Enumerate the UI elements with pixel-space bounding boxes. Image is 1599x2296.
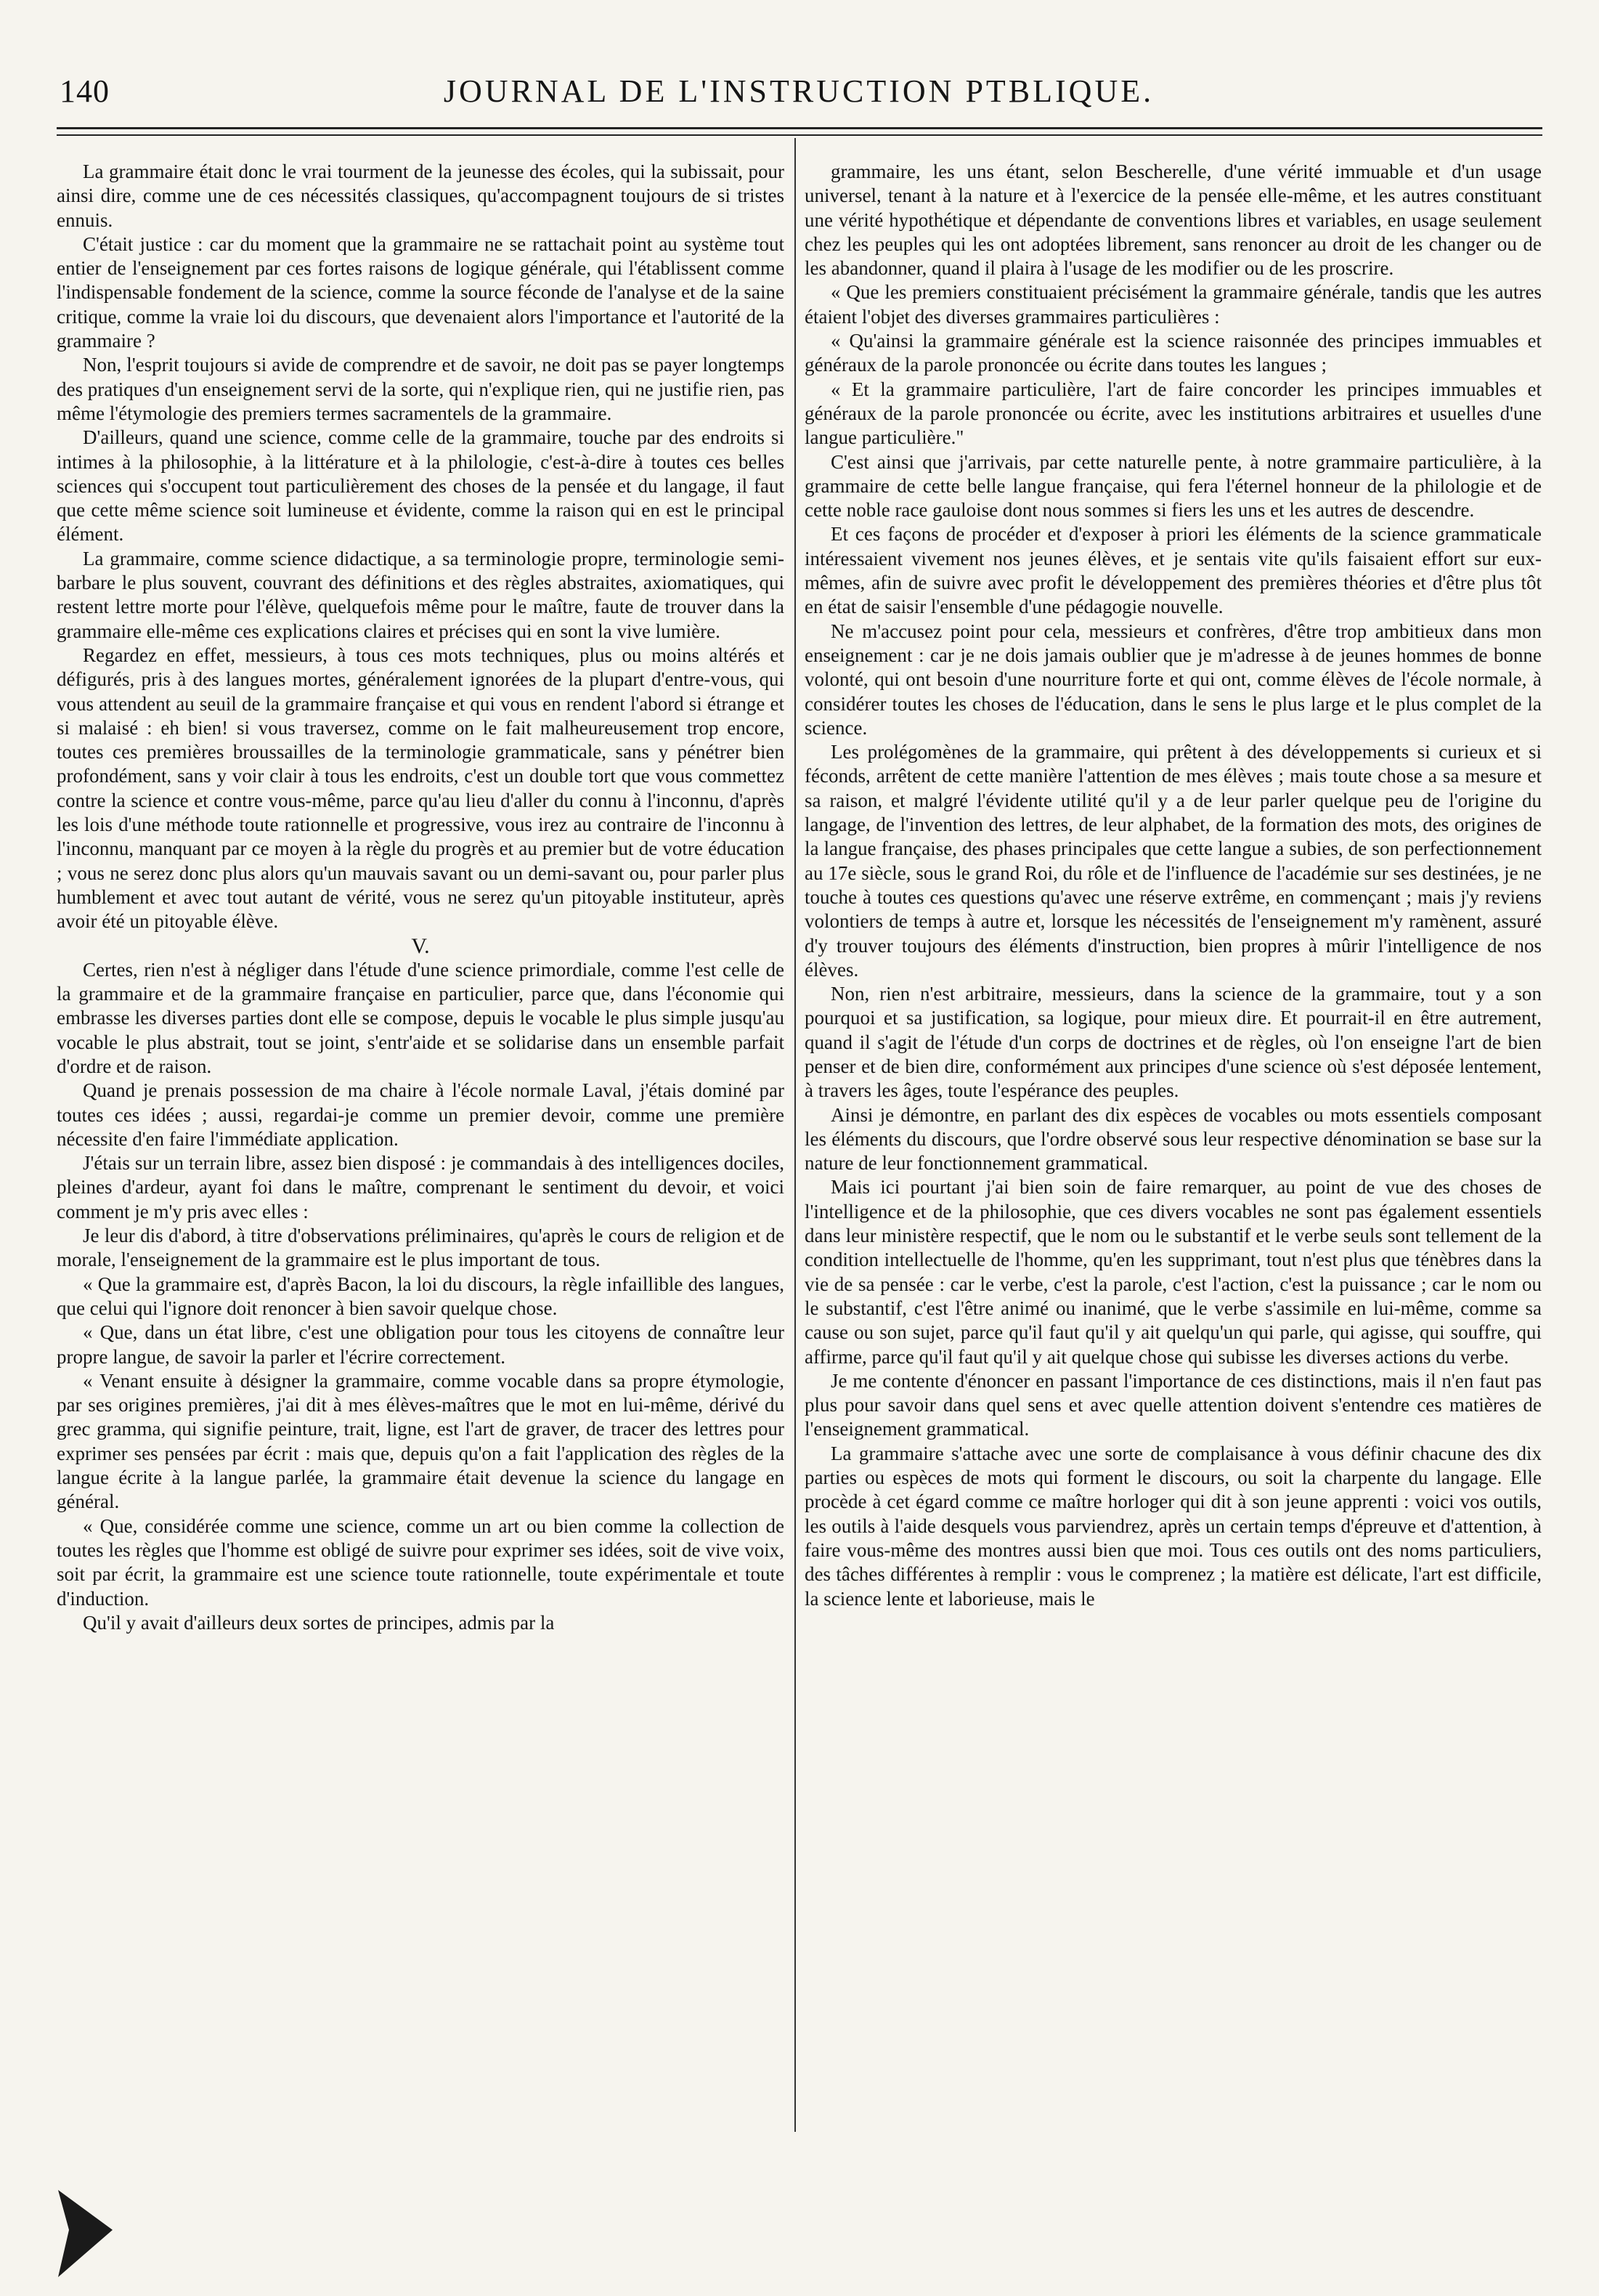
paragraph: Je me contente d'énoncer en passant l'importance de ces distinctions, mais il n'en faut pas plus pour savoir dans quel sens et avec quelle attention doivent s'entendre ces matières de l'enseignement grammatical. [805, 1369, 1542, 1440]
binding-mark [44, 2179, 123, 2281]
header-rule-thin [57, 134, 1542, 136]
paragraph: « Et la grammaire particulière, l'art de faire concorder les principes immuables et généraux de la parole prononcée ou écrite, avec les institutions arbitraires et usuelles d'une langue particulière." [805, 378, 1542, 449]
paragraph: C'était justice : car du moment que la grammaire ne se rattachait point au système tout entier de l'enseignement par ces fortes raisons de logique générale, qui l'établissent comme l'indispensable fondement de la science, comme la source féconde de l'analyse et de la saine critique, comme la vraie loi du discours, que devenaient alors l'importance et l'autorité de la grammaire ? [57, 232, 784, 352]
paragraph: D'ailleurs, quand une science, comme celle de la grammaire, touche par des endroits si intimes à la philosophie, à la littérature et à la philologie, c'est-à-dire à toutes ces belles sciences qui s'occupent tout particulièrement des choses de la pensée et du langage, il faut que cette même science soit lumineuse et évidente, comme la raison qui en est le principal élément. [57, 426, 784, 545]
left-column [57, 160, 784, 1635]
paragraph: J'étais sur un terrain libre, assez bien disposé : je commandais à des intelligences dociles, pleines d'ardeur, ayant foi dans le maître, comprenant le sentiment du devoir, et voici comment je m'y pris avec elles : [57, 1152, 784, 1222]
paragraph: Regardez en effet, messieurs, à tous ces mots techniques, plus ou moins altérés et défigurés, pris à des langues mortes, généralement ignorées de la plupart d'entre-vous, qui vous attendent au seuil de la grammaire française et qui vous en rendent l'abord si étrange et si malaisé : eh bien! si vous traversez, comme on le fait malheureusement trop encore, toutes ces premières broussailles de la terminologie grammaticale, sans y pénétrer bien profondément, sans y voir clair à tous les endroits, c'est un double tort que vous commettez contre la science et contre vous-même, parce qu'au lieu d'aller du connu à l'inconnu, d'après les lois d'une méthode toute rationnelle et progressive, vous irez au contraire de l'inconnu à l'inconnu, manquant par ce moyen à la règle du progrès et au premier but de votre éducation ; vous ne serez donc plus alors qu'un mauvais savant ou un demi-savant ou, pour parler plus humblement et avec tout autant de vérité, vous ne serez qu'un pitoyable instituteur, après avoir été un pitoyable élève. [57, 644, 784, 933]
running-title: JOURNAL DE L'INSTRUCTION PTBLIQUE. [443, 73, 1155, 109]
paragraph: « Que, considérée comme une science, comme un art ou bien comme la collection de toutes les règles que l'homme est obligé de suivre pour exprimer ses idées, soit de vive voix, soit par écrit, la grammaire est une science toute rationnelle, toute expérimentale et toute d'induction. [57, 1514, 784, 1610]
paragraph: « Venant ensuite à désigner la grammaire, comme vocable dans sa propre étymologie, par ses origines premières, j'ai dit à mes élèves-maîtres que le mot en lui-même, dérivé du grec gramma, qui signifie peinture, trait, ligne, est l'art de graver, de tracer des lettres pour exprimer ses pensées par écrit : mais que, depuis qu'on a fait l'application des règles de la langue écrite à la langue parlée, la grammaire était devenue la science du langage en général. [57, 1369, 784, 1513]
paragraph: La grammaire s'attache avec une sorte de complaisance à vous définir chacune des dix parties ou espèces de mots qui forment le discours, ou soit la charpente du langage. Elle procède à cet égard comme ce maître horloger qui dit à son jeune apprenti : voici vos outils, les outils à l'aide desquels vous parviendrez, après un certain temps d'épreuve et d'attention, à faire vous-même des montres aussi bien que moi. Tous ces outils ont des noms particuliers, des tâches différentes à remplir : vous le comprenez ; la matière est délicate, l'art est difficile, la science lente et laborieuse, mais le [805, 1442, 1542, 1610]
paragraph: Mais ici pourtant j'ai bien soin de faire remarquer, au point de vue des choses de l'intelligence et de la philosophie, que ces divers vocables ne sont pas également essentiels dans leur ministère respectif, que le nom ou le substantif et le verbe seuls sont tellement de la condition intellectuelle de l'homme, qu'en les supprimant, tout n'est plus que ténèbres dans la vie de sa pensée : car le verbe, c'est la parole, c'est l'action, c'est la puissance ; car le nom ou le substantif, c'est l'être animé ou inanimé, que le verbe s'assimile en lui-même, comme sa cause ou son sujet, parce qu'il faut qu'il y ait quelqu'un qui parle, qui agisse, qui souffre, qui affirme, parce qu'il faut qu'il y ait quelque chose qui subisse les diverses actions du verbe. [805, 1176, 1542, 1368]
paragraph: La grammaire, comme science didactique, a sa terminologie propre, terminologie semi-barbare le plus souvent, couvrant des définitions et des règles abstraites, axiomatiques, qui restent lettre morte pour l'élève, quelquefois même pour le maître, faute de trouver dans la grammaire elle-même ces explications claires et précises qui en sont la vive lumière. [57, 547, 784, 642]
paragraph: C'est ainsi que j'arrivais, par cette naturelle pente, à notre grammaire particulière, à la grammaire de cette belle langue française, qui fera l'éternel honneur de la philologie et de cette noble race gauloise dont nous sommes si fiers les uns et les autres de descendre. [805, 450, 1542, 522]
column-divider [794, 138, 796, 2132]
paragraph: V. [411, 933, 430, 958]
paragraph: « Que, dans un état libre, c'est une obligation pour tous les citoyens de connaître leur propre langue, de savoir la parler et l'écrire correctement. [57, 1321, 784, 1368]
paragraph: Non, rien n'est arbitraire, messieurs, dans la science de la grammaire, tout y a son pourquoi et sa justification, sa logique, pour mieux dire. Et pourrait-il en être autrement, quand il s'agit de l'étude d'un corps de doctrines et de règles, où l'on enseigne l'art de bien penser et de bien dire, conformément aux principes d'une science où s'est déposée lentement, à travers les âges, toute l'espérance des peuples. [805, 983, 1542, 1102]
paragraph: « Que la grammaire est, d'après Bacon, la loi du discours, la règle infaillible des langues, que celui qui l'ignore doit renoncer à bien savoir quelque chose. [57, 1273, 784, 1319]
right-column [805, 160, 1542, 1611]
page-header [44, 44, 1554, 116]
paragraph: grammaire, les uns étant, selon Bescherelle, d'une vérité immuable et d'un usage universel, tenant à la nature et à l'exercice de la pensée elle-même, et les autres constituant une vérité hypothétique et dépendante de conventions libres et variables, en usage seulement chez les peuples qui les ont adoptées librement, sans renoncer au droit de les changer ou de les abandonner, quand il plaira à l'usage de les modifier ou de les proscrire. [805, 161, 1542, 280]
paragraph: Certes, rien n'est à négliger dans l'étude d'une science primordiale, comme l'est celle de la grammaire et de la grammaire française en particulier, parce que, dans l'économie qui embrasse les diverses parties dont elle se compose, depuis le vocable le plus simple jusqu'au vocable le plus abstrait, tout se joint, s'entr'aide et se solidarise dans un ensemble parfait d'ordre et de raison. [57, 958, 784, 1077]
paragraph: « Qu'ainsi la grammaire générale est la science raisonnée des principes immuables et généraux de la parole prononcée ou écrite dans toutes les langues ; [805, 330, 1542, 376]
page-number: 140 [60, 73, 110, 109]
paragraph: Ainsi je démontre, en parlant des dix espèces de vocables ou mots essentiels composant les éléments du discours, que l'ordre observé sous leur respective dénomination se base sur la nature de leur fonctionnement grammatical. [805, 1103, 1542, 1175]
paragraph: Les prolégomènes de la grammaire, qui prêtent à des développements si curieux et si féconds, arrêtent de cette manière l'attention de mes élèves ; mais toute chose a sa mesure et sa raison, et malgré l'évidente utilité qu'il y a de leur parler quelque peu de l'origine du langage, de l'invention des lettres, de leur alphabet, de la formation des mots, des origines de la langue française, des phases principales que cette langue a subies, de son perfectionnement au 17e siècle, sous le grand Roi, du rôle et de l'influence de l'académie sur ses destinées, je ne touche à toutes ces questions qu'avec une réserve extrême, en commençant ; mais j'y reviens volontiers de temps à autre et, lorsque les nécessités de l'enseignement m'y ramènent, assuré d'y trouver toujours des éléments d'instruction, bien propres à mûrir l'intelligence de nos élèves. [805, 741, 1542, 981]
paragraph: La grammaire était donc le vrai tourment de la jeunesse des écoles, qui la subissait, pour ainsi dire, comme une de ces nécessités classiques, qu'accompagnent toujours de si tristes ennuis. [57, 161, 784, 231]
paragraph: « Que les premiers constituaient précisément la grammaire générale, tandis que les autres étaient l'objet des diverses grammaires particulières : [805, 281, 1542, 328]
header-rule [57, 127, 1542, 129]
paragraph: Quand je prenais possession de ma chaire à l'école normale Laval, j'étais dominé par toutes ces idées ; aussi, regardai-je comme un premier devoir, comme une première nécessite d'en faire l'immédiate application. [57, 1079, 784, 1150]
paragraph: Ne m'accusez point pour cela, messieurs et confrères, d'être trop ambitieux dans mon enseignement : car je ne dois jamais oublier que je m'adresse à de jeunes hommes de bonne volonté, qui ont besoin d'une nourriture forte et qui ont, comme élèves de l'école normale, à considérer toutes les choses de l'éducation, dans le sens le plus large et le plus complet de la science. [805, 620, 1542, 739]
paragraph: Non, l'esprit toujours si avide de comprendre et de savoir, ne doit pas se payer longtemps des pratiques d'un enseignement servi de la sorte, qui n'explique rien, qui ne justifie rien, pas même l'étymologie des premiers termes sacramentels de la grammaire. [57, 354, 784, 424]
paragraph: Et ces façons de procéder et d'exposer à priori les éléments de la science grammaticale intéressaient vivement nos jeunes élèves, et je sentais vite qu'ils faisaient effort sur eux-mêmes, afin de suivre avec profit le développement des premières théories et d'être plus tôt en état de saisir l'ensemble d'une pédagogie nouvelle. [805, 523, 1542, 618]
paragraph: Je leur dis d'abord, à titre d'observations préliminaires, qu'après le cours de religion et de morale, l'enseignement de la grammaire est le plus important de tous. [57, 1225, 784, 1271]
paragraph: Qu'il y avait d'ailleurs deux sortes de principes, admis par la [83, 1611, 555, 1634]
